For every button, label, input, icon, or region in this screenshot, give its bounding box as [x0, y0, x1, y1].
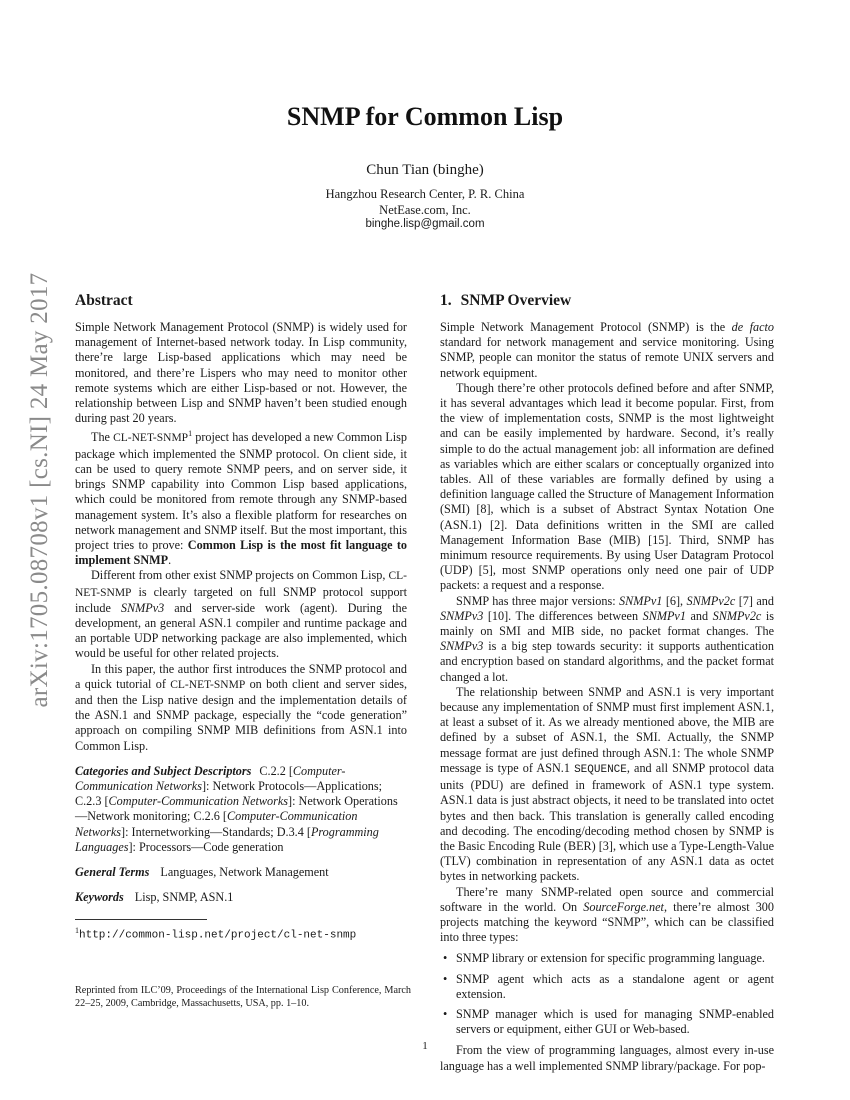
left-column — [75, 292, 407, 944]
thesis-statement: Common Lisp is the most fit language to implement SNMP — [75, 537, 407, 568]
overview-paragraph-4: The relationship between SNMP and ASN.1 is very important because any implementation of SNMP must first implement ASN.1, at least a subset of it. As we already mentioned above, the MIB are defined by a subset of ASN.1, the SMI. Actually, the SNMP message format are just defined through ASN.1: The whole SNMP message is type of ASN.1 SEQUENCE, and all SNMP protocol data units (PDU) are defined in framework of ASN.1 type system. ASN.1 data is just abstract objects, it need to be translated into octet bytes and then back. This translation is generally called encoding and decoding. The encoding/decoding method chosen by SNMP is the Basic Encoding Rule (BER) [3], which use a Type-Length-Value (TLV) combination in representation of any ASN.1 data as octet bytes in networking packets. — [440, 684, 775, 884]
overview-paragraph-3: SNMP has three major versions: SNMPv1 [6], SNMPv2c [7] and SNMPv3 [10]. The differences between SNMPv1 and SNMPv2c is mainly on SMI and MIB side, no packet format changes. The SNMPv3 is a big step towards security: it supports authentication and encryption based on standard algorithms, and the packet format changed a lot. — [440, 593, 774, 684]
abstract-paragraph-3: Different from other exist SNMP projects on Common Lisp, CL-NET-SNMP is clearly targeted on full SNMP protocol support include SNMPv3 and server-side work (agent). During the development, an general ASN.1 compiler and runtime package and an portable UDP networking package are also implemented, which would be useful for other related projects. — [75, 568, 407, 661]
affiliation-line-2: NetEase.com, Inc. — [379, 203, 471, 217]
right-column — [440, 292, 774, 1074]
list-item: • SNMP manager which is used for managing SNMP-enabled servers or equipment, either GUI or Web-based. — [443, 1006, 774, 1037]
list-item: • SNMP agent which acts as a standalone agent or agent extension. — [443, 971, 774, 1001]
author-email[interactable]: binghe.lisp@gmail.com — [365, 218, 485, 230]
project-name: CL-NET-SNMP — [113, 432, 189, 445]
reprint-notice: Reprinted from ILC’09, Proceedings of the International Lisp Conference, March 22–25, 2009, Cambridge, Massachusetts, USA, pp. 1–10. — [75, 985, 411, 1009]
arxiv-stamp — [20, 265, 60, 715]
general-terms: General Terms Languages, Network Management — [75, 864, 329, 879]
bullet-icon: • — [443, 951, 448, 966]
overview-paragraph-6: From the view of programming languages, almost every in-use language has a well implemented SNMP library/package. For pop- — [440, 1043, 774, 1073]
project-types-list — [440, 951, 774, 1037]
arxiv-stamp-text: arXiv:1705.08708v1 [cs.NI] 24 May 2017 — [26, 272, 53, 708]
overview-paragraph-5: There’re many SNMP-related open source and commercial software in the world. On SourceForge.net, there’re almost 300 projects matching the keyword “SNMP”, which can be classified into three types: — [440, 884, 774, 945]
list-item: • SNMP library or extension for specific programming language. — [443, 951, 765, 966]
abstract-heading: Abstract — [75, 292, 133, 309]
paper-title: SNMP for Common Lisp — [286, 102, 564, 131]
bullet-icon: • — [443, 1006, 448, 1021]
bullet-icon: • — [443, 971, 448, 986]
abstract-paragraph-4: In this paper, the author first introduces the SNMP protocol and a quick tutorial of CL-NET-SNMP on both client and server sides, and then the Lisp native design and the implementation details of the ASN.1 and SNMP package, especially the “code generation” approach on compiling SNMP MIB definitions from ASN.1 into Common Lisp. — [75, 661, 408, 753]
keywords: Keywords Lisp, SNMP, ASN.1 — [75, 890, 234, 905]
abstract-paragraph-1: Simple Network Management Protocol (SNMP) is widely used for management of Internet-based network today. In Lisp community, there’re large Lisp-based applications which may need be monitored, and there’re Lispers who may need to monitor other remote systems which are either Lisp-based or not. However, the relationship between Lisp and SNMP haven’t been studied enough during past 20 years. — [75, 320, 407, 426]
affiliation-line-1: Hangzhou Research Center, P. R. China — [325, 187, 525, 201]
footnote-url[interactable]: http://common-lisp.net/project/cl-net-snmp — [79, 929, 357, 942]
categories-descriptors: Categories and Subject Descriptors C.2.2 [Computer-Communication Networks]: Network Protocols—Applications; C.2.3 [Computer-Communication Networks]: Network Operations—Network monitoring; C.2.6 [Computer-Communication Networks]: Internetworking—Standards; D.3.4 [Programming Languages]: Processors—Code generation — [75, 763, 398, 854]
page-number: 1 — [422, 1040, 428, 1052]
footnote-ref: 1 — [188, 429, 193, 439]
section-heading-overview: 1. SNMP Overview — [440, 292, 572, 309]
overview-paragraph-2: Though there’re other protocols defined before and after SNMP, it has several advantages which lead it become popular. First, from the view of implementation costs, SNMP is the most lightweight and can be easily implemented by hardware. Second, it’s really simple to do the actual management job: all information are defined as variables which are either scalars or conceptually organized into tables. All of these variables are formally defined by using a definition language called the Structure of Management Information (SMI) [8], which is a subset of Abstract Syntax Notation One (ASN.1) [2]. Data definitions written in the SMI are called Management Information Base (MIB) [15]. Third, SNMP has minimum resource requirements. By using User Datagram Protocol (UDP) [5], most SNMP operations only need one pair of UDP packets: a request and a response. — [440, 380, 774, 593]
author-name: Chun Tian (binghe) — [366, 162, 484, 178]
footnote: $^1$http://common-lisp.net/project/cl-net-snmp — [75, 926, 357, 942]
abstract-paragraph-2: The CL-NET-SNMP$^1$ project has developed a new Common Lisp package which implemented the SNMP protocol. On client side, it can be used to query remote SNMP peers, and on server side, it brings SNMP capability into Common Lisp based applications, which could be monitored from remote through any SNMP-based management system. It’s also a flexible platform for researches on network management and SNMP itself. But the most important, this project tries to prove: Common Lisp is the most fit language to implement SNMP. — [75, 429, 407, 568]
overview-paragraph-1: Simple Network Management Protocol (SNMP) is the de facto standard for network management and service monitoring. Using SNMP, people can monitor the status of remote UNIX servers and network equipment. — [440, 320, 774, 380]
footnote-divider — [75, 919, 207, 920]
